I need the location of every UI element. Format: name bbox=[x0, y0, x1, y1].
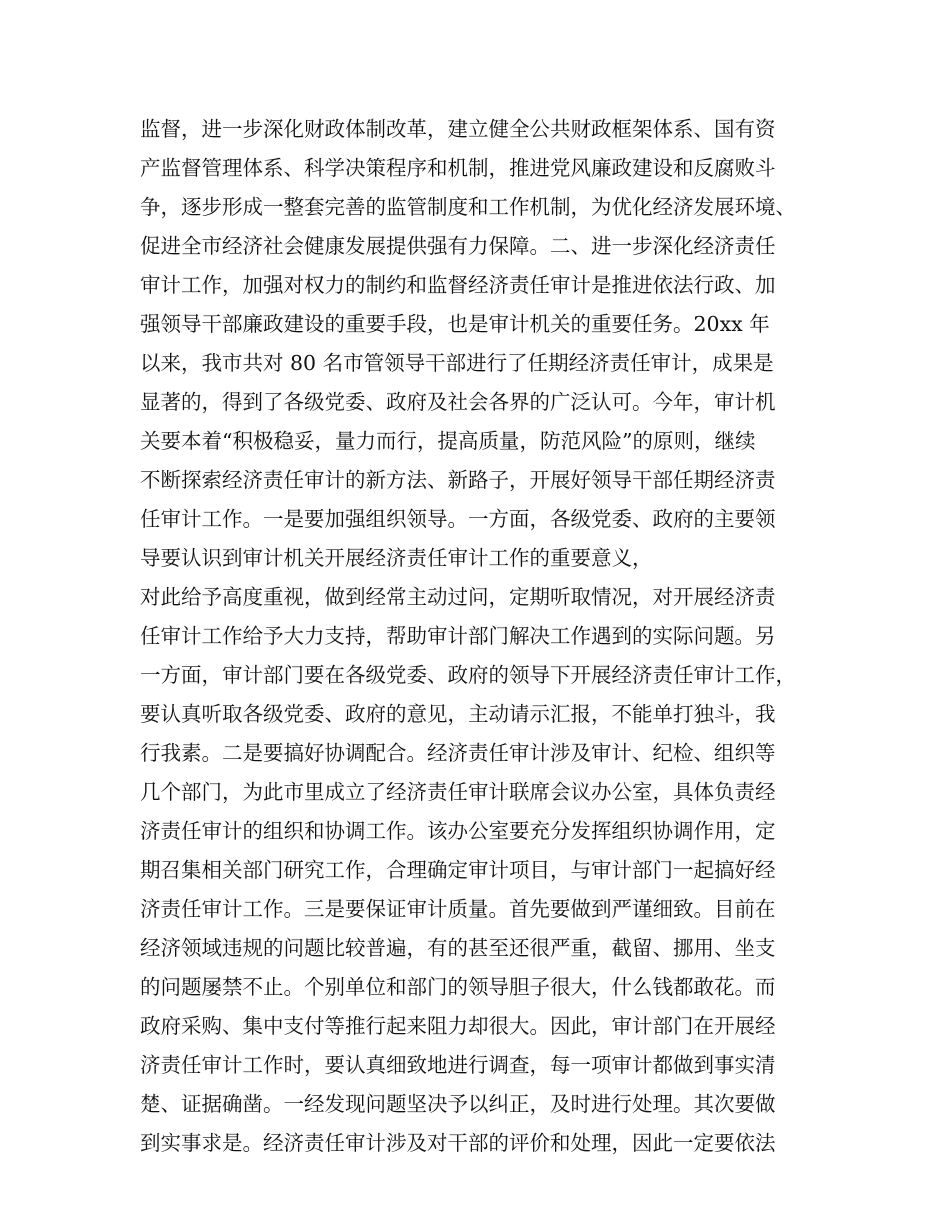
text-line: 政府采购、集中支付等推行起来阻力却很大。因此，审计部门在开展经 bbox=[140, 1014, 776, 1038]
text-line: 楚、证据确凿。一经发现问题坚决予以纠正，及时进行处理。其次要做 bbox=[140, 1092, 776, 1116]
text-line: 强领导干部廉政建设的重要手段，也是审计机关的重要任务。20xx 年 bbox=[140, 312, 770, 336]
text-line: 济责任审计工作时，要认真细致地进行调查，每一项审计都做到事实清 bbox=[140, 1053, 776, 1077]
text-line: 任审计工作给予大力支持，帮助审计部门解决工作遇到的实际问题。另 bbox=[140, 624, 776, 648]
text-line: 期召集相关部门研究工作，合理确定审计项目，与审计部门一起搞好经 bbox=[140, 858, 776, 882]
text-line: 几个部门，为此市里成立了经济责任审计联席会议办公室，具体负责经 bbox=[140, 780, 776, 804]
text-line: 以来，我市共对 80 名市管领导干部进行了任期经济责任审计，成果是 bbox=[140, 351, 774, 375]
text-line: 监督，进一步深化财政体制改革，建立健全公共财政框架体系、国有资 bbox=[140, 117, 776, 141]
text-line: 关要本着“积极稳妥，量力而行，提高质量，防范风险”的原则，继续 bbox=[140, 429, 756, 453]
text-line: 到实事求是。经济责任审计涉及对干部的评价和处理，因此一定要依法 bbox=[140, 1131, 776, 1155]
text-line: 导要认识到审计机关开展经济责任审计工作的重要意义， bbox=[140, 546, 653, 570]
text-line: 显著的，得到了各级党委、政府及社会各界的广泛认可。今年，审计机 bbox=[140, 390, 776, 414]
text-line: 任审计工作。一是要加强组织领导。一方面，各级党委、政府的主要领 bbox=[140, 507, 776, 531]
text-line: 产监督管理体系、科学决策程序和机制，推进党风廉政建设和反腐败斗 bbox=[140, 156, 776, 180]
text-line: 要认真听取各级党委、政府的意见，主动请示汇报，不能单打独斗，我 bbox=[140, 702, 776, 726]
text-line: 济责任审计工作。三是要保证审计质量。首先要做到严谨细致。目前在 bbox=[140, 897, 776, 921]
body-text bbox=[140, 110, 840, 1163]
text-line: 对此给予高度重视，做到经常主动过问，定期听取情况，对开展经济责 bbox=[140, 585, 776, 609]
text-line: 争，逐步形成一整套完善的监管制度和工作机制，为优化经济发展环境、 bbox=[140, 195, 796, 219]
text-line: 行我素。二是要搞好协调配合。经济责任审计涉及审计、纪检、组织等 bbox=[140, 741, 776, 765]
text-line: 济责任审计的组织和协调工作。该办公室要充分发挥组织协调作用，定 bbox=[140, 819, 776, 843]
text-line: 不断探索经济责任审计的新方法、新路子，开展好领导干部任期经济责 bbox=[140, 468, 776, 492]
text-line: 一方面，审计部门要在各级党委、政府的领导下开展经济责任审计工作， bbox=[140, 663, 796, 687]
text-line: 审计工作，加强对权力的制约和监督经济责任审计是推进依法行政、加 bbox=[140, 273, 776, 297]
text-line: 促进全市经济社会健康发展提供强有力保障。二、进一步深化经济责任 bbox=[140, 234, 776, 258]
text-line: 经济领域违规的问题比较普遍，有的甚至还很严重，截留、挪用、坐支 bbox=[140, 936, 776, 960]
text-line: 的问题屡禁不止。个别单位和部门的领导胆子很大，什么钱都敢花。而 bbox=[140, 975, 776, 999]
